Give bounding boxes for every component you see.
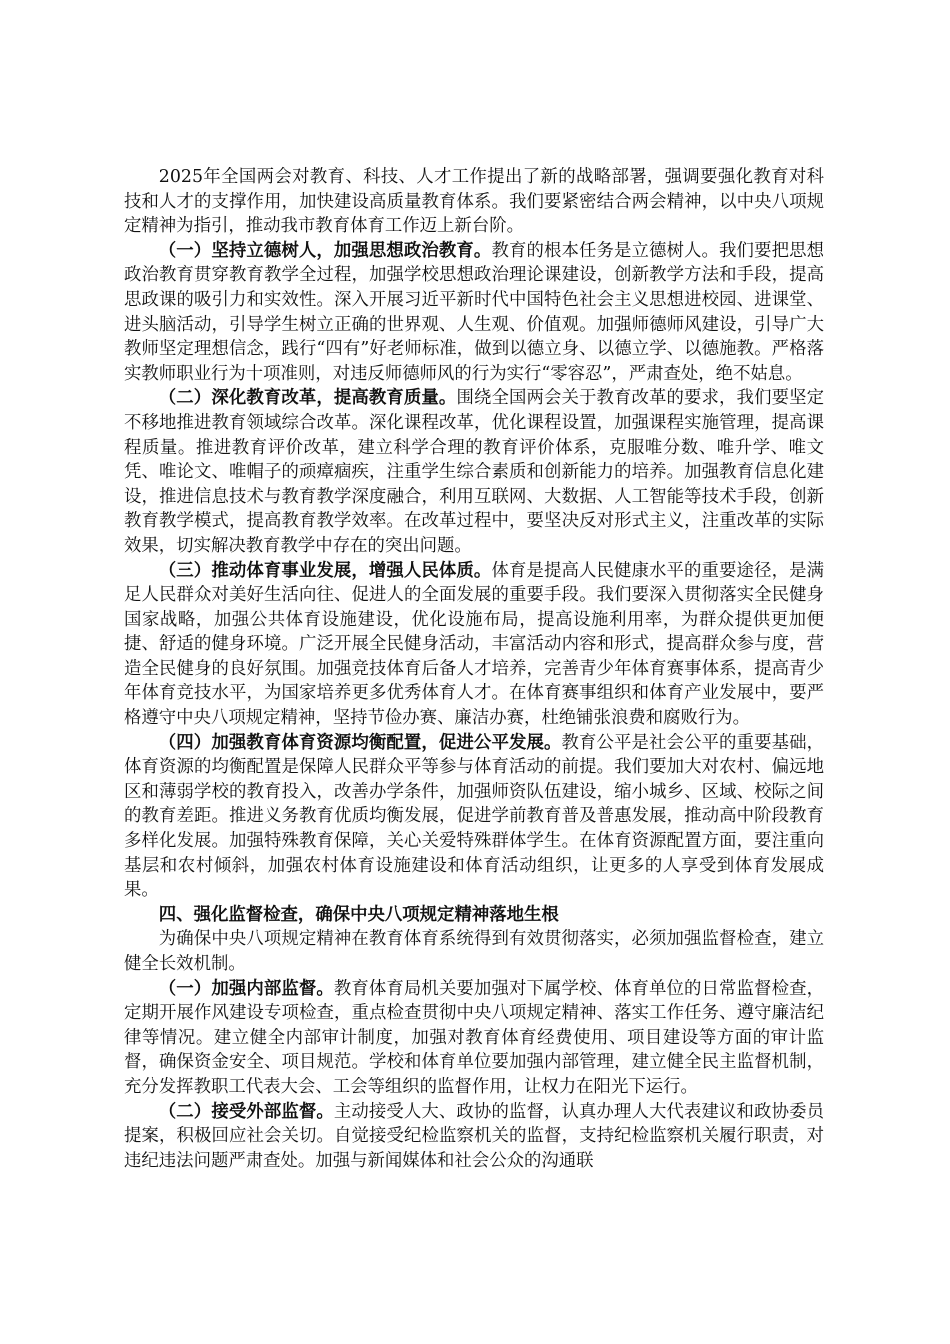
section-body-2: 围绕全国两会关于教育改革的要求，我们要坚定不移地推进教育领域综合改革。深化课程改革，优化课程设置，加强课程实施管理，提高课程质量。推进教育评价改革，建立科学合理的教育评价体系，克服唯分数、唯升学、唯文凭、唯论文、唯帽子的顽瘴痼疾，注重学生综合素质和创新能力的培养。加强教育信息化建设，推进信息技术与教育教学深度融合，利用互联网、大数据、人工智能等技术手段，创新教育教学模式，提高教育教学效率。在改革过程中，要坚决反对形式主义，注重改革的实际效果，切实解决教育教学中存在的突出问题。: [124, 388, 824, 556]
section-paragraph-2: [124, 386, 824, 558]
section-body-4: 教育公平是社会公平的重要基础，体育资源的均衡配置是保障人民群众平等参与体育活动的前提。我们要加大对农村、偏远地区和薄弱学校的教育投入，改善办学条件，加强师资队伍建设，缩小城乡、区域、校际之间的教育差距。推进义务教育优质均衡发展，促进学前教育普及普惠发展，推动高中阶段教育多样化发展。加强特殊教育保障，关心关爱特殊群体学生。在体育资源配置方面，要注重向基层和农村倾斜，加强农村体育设施建设和体育活动组织，让更多的人享受到体育发展成果。: [124, 732, 824, 901]
section-paragraph-3: [124, 559, 824, 731]
section-body-1: 教育的根本任务是立德树人。我们要把思想政治教育贯穿教育教学全过程，加强学校思想政治理论课建设，创新教学方法和手段，提高思政课的吸引力和实效性。深入开展习近平新时代中国特色社会主义思想进校园、进课堂、进头脑活动，引导学生树立正确的世界观、人生观、价值观。加强师德师风建设，引导广大教师坚定理想信念，践行“四有”好老师标准，做到以德立身、以德立学、以德施教。严格落实教师职业行为十项准则，对违反师德师风的行为实行“零容忍”，严肃查处，绝不姑息。: [124, 240, 824, 384]
section-lead-1: （一）坚持立德树人，加强思想政治教育。: [158, 240, 492, 261]
subsection-body-1: 教育体育局机关要加强对下属学校、体育单位的日常监督检查，定期开展作风建设专项检查，重点检查贯彻中央八项规定精神、落实工作任务、遵守廉洁纪律等情况。建立健全内部审计制度，加强对教育体育经费使用、项目建设等方面的审计监督，确保资金安全、项目规范。学校和体育单位要加强内部管理，建立健全民主监督机制，充分发挥教职工代表大会、工会等组织的监督作用，让权力在阳光下运行。: [124, 978, 824, 1097]
section-body-3: 体育是提高人民健康水平的重要途径，是满足人民群众对美好生活向往、促进人的全面发展的重要手段。我们要深入贯彻落实全民健身国家战略，加强公共体育设施建设，优化设施布局，提高设施利用率，为群众提供更加便捷、舒适的健身环境。广泛开展全民健身活动，丰富活动内容和形式，提高群众参与度，营造全民健身的良好氛围。加强竞技体育后备人才培养，完善青少年体育赛事体系，提高青少年体育竞技水平，为国家培养更多优秀体育人才。在体育赛事组织和体育产业发展中，要严格遵守中央八项规定精神，坚持节俭办赛、廉洁办赛，杜绝铺张浪费和腐败行为。: [124, 560, 824, 729]
section-heading-4: 四、强化监督检查，确保中央八项规定精神落地生根: [158, 904, 559, 925]
section-lead-3: （三）推动体育事业发展，增强人民体质。: [158, 560, 492, 581]
intro-paragraph: 2025年全国两会对教育、科技、人才工作提出了新的战略部署，强调要强化教育对科技和人才的支撑作用，加快建设高质量教育体系。我们要紧密结合两会精神，以中央八项规定精神为指引，推动我市教育体育工作迈上新台阶。: [124, 167, 824, 237]
section-lead-4: （四）加强教育体育资源均衡配置，促进公平发展。: [158, 732, 562, 753]
subsection-lead-1: （一）加强内部监督。: [158, 978, 334, 999]
subsection-paragraph-1: [124, 977, 824, 1100]
section-paragraph-4: [124, 731, 824, 903]
document-body: [124, 165, 824, 1173]
subsection-lead-2: （二）接受外部监督。: [158, 1101, 334, 1122]
heading4-intro-paragraph: 为确保中央八项规定精神在教育体育系统得到有效贯彻落实，必须加强监督检查，建立健全长效机制。: [124, 929, 824, 974]
subsection-paragraph-2: [124, 1100, 824, 1174]
section-paragraph-1: [124, 239, 824, 387]
subsection-body-2: 主动接受人大、政协的监督，认真办理人大代表建议和政协委员提案，积极回应社会关切。自觉接受纪检监察机关的监督，支持纪检监察机关履行职责，对违纪违法问题严肃查处。加强与新闻媒体和社会公众的沟通联: [124, 1101, 824, 1171]
section-lead-2: （二）深化教育改革，提高教育质量。: [158, 388, 457, 409]
